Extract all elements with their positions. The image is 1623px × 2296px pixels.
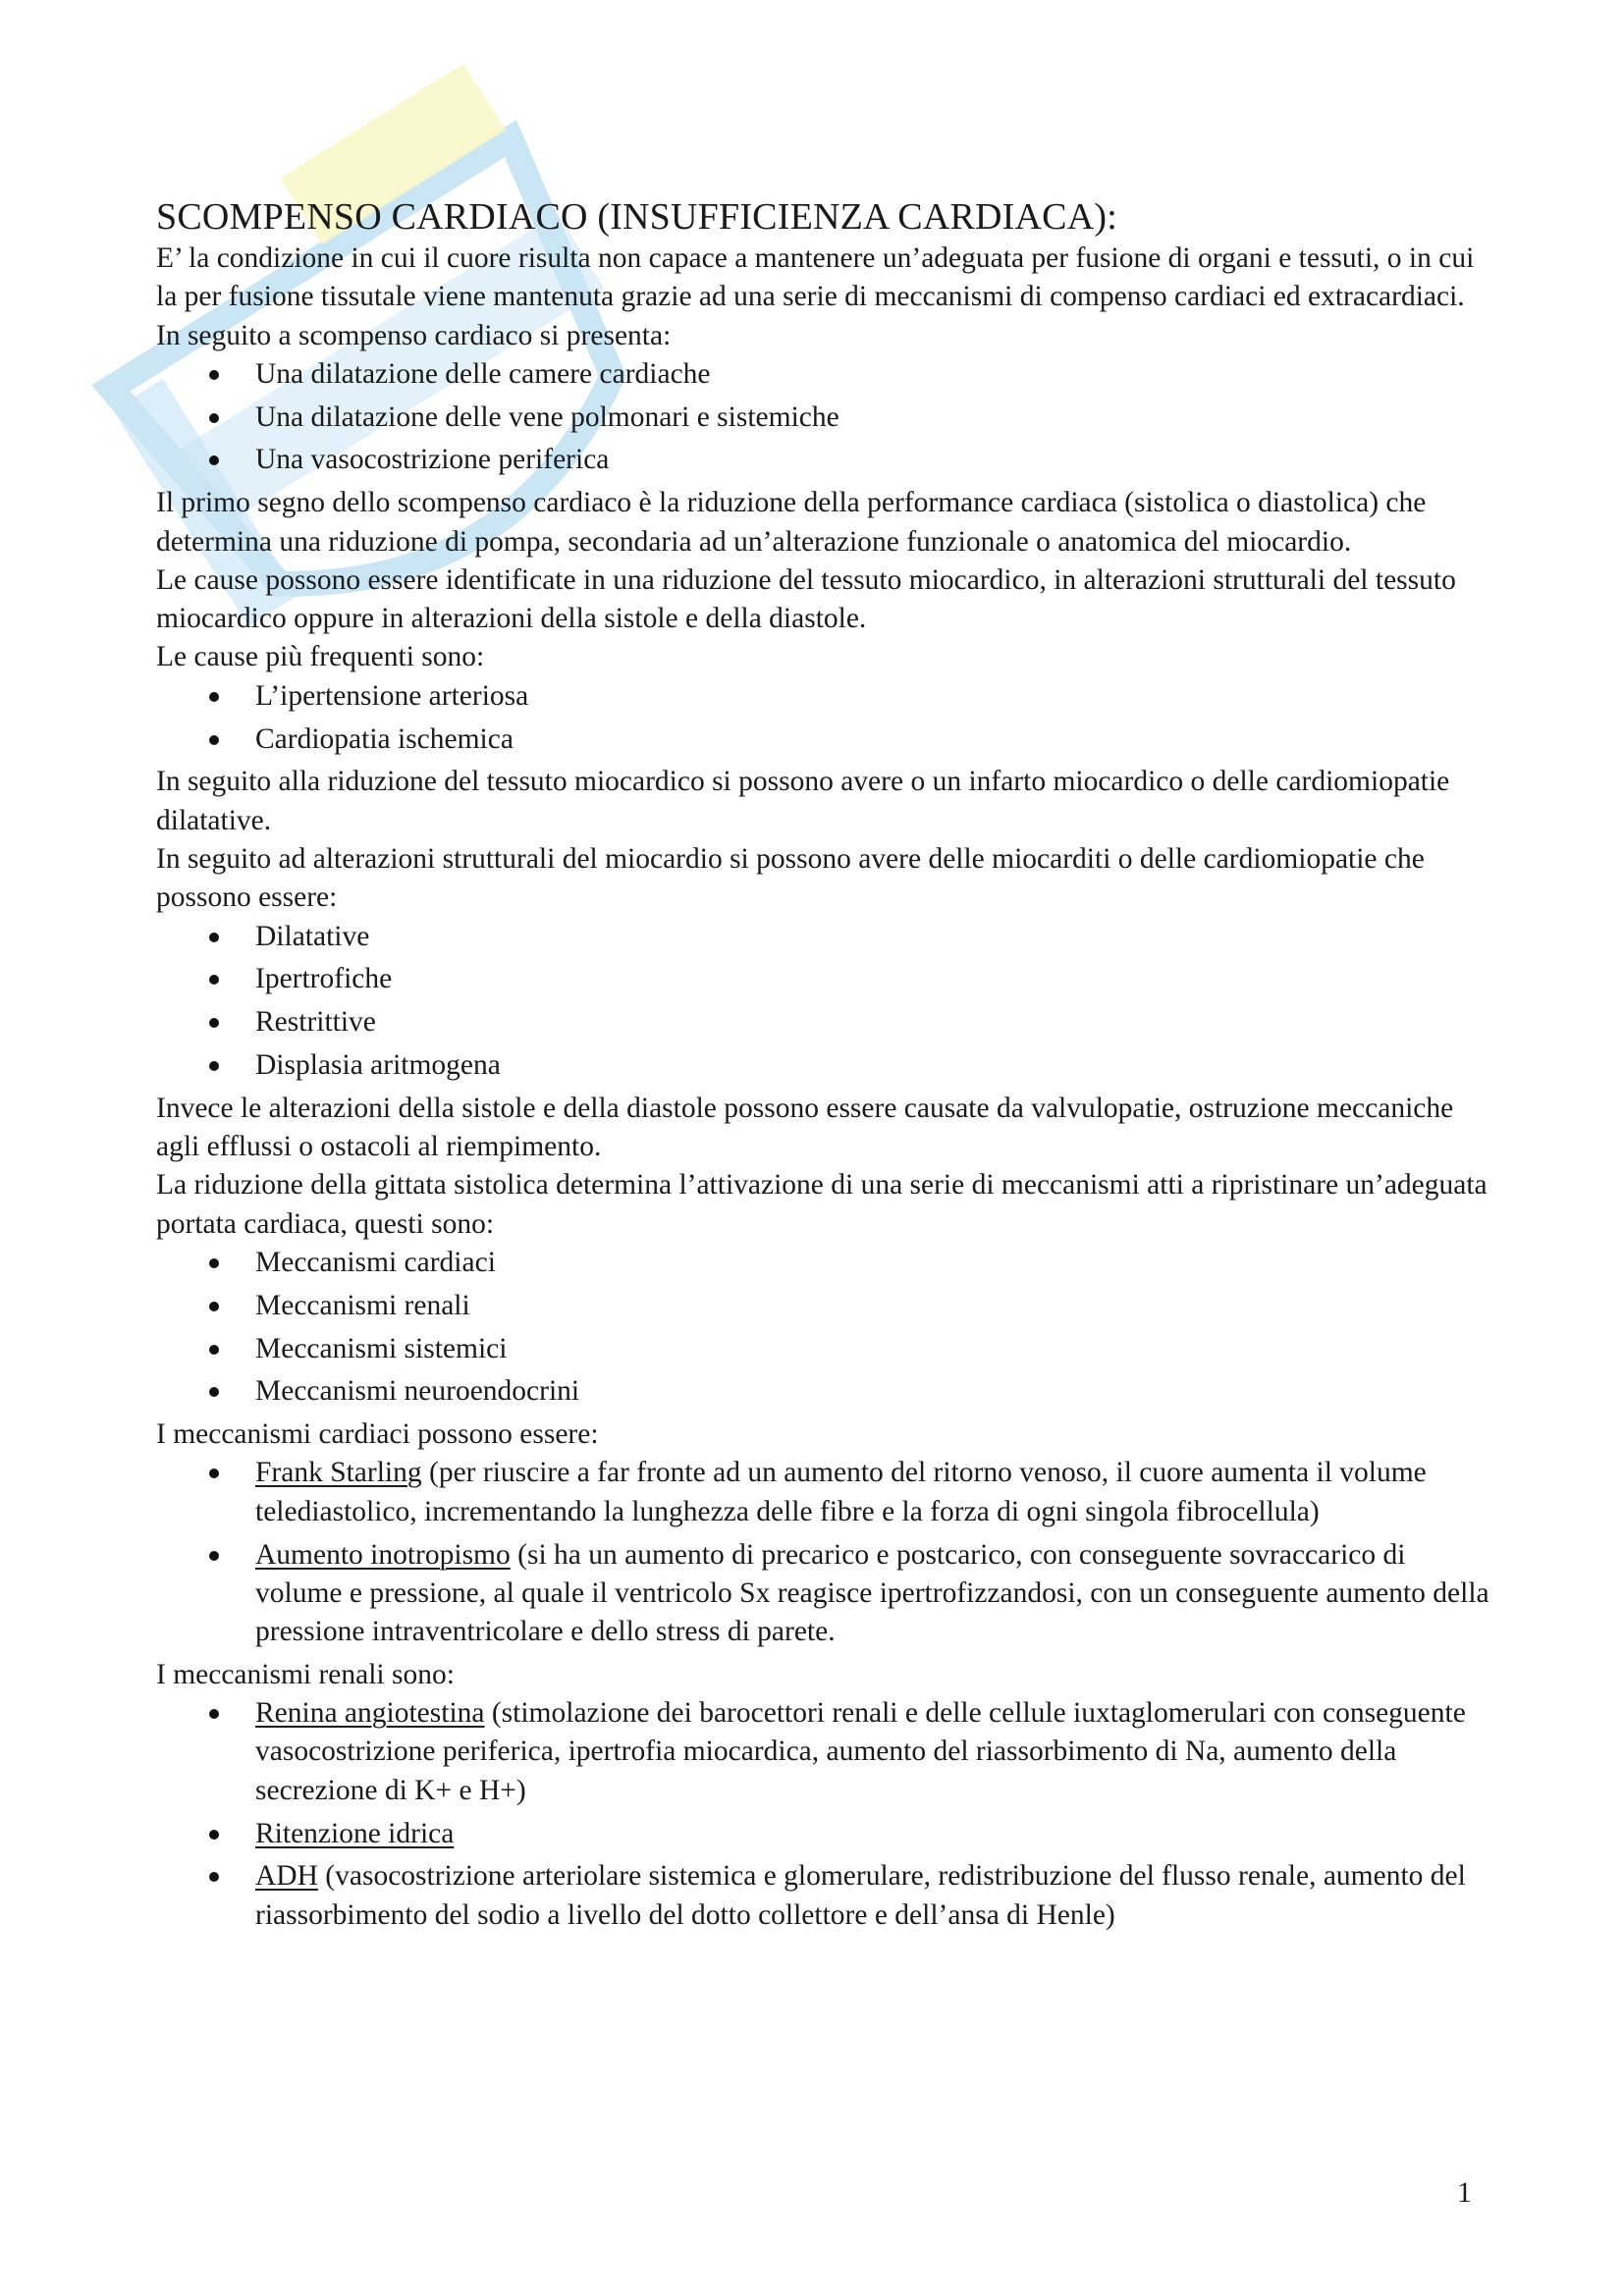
paragraph-structural-alterations: In seguito ad alterazioni strutturali del miocardio si possono avere delle miocarditi o delle cardiomiopatie che possono essere: [156, 842, 1425, 914]
document-page [156, 194, 1491, 1939]
bullet-icon [209, 735, 219, 745]
list-item: Aumento inotropismo (si ha un aumento di precarico e postcarico, con conseguente sovraccarico di volume e pressione, al quale il ventricolo Sx reagisce ipertrofizzandosi, con un conseguente aumento della pressione intraventricolare e dello stress di parete. [156, 1536, 1491, 1652]
term-renina-angiotestina: Renina angiotestina [255, 1697, 485, 1730]
term-aumento-inotropismo: Aumento inotropismo [255, 1538, 511, 1571]
list-item [156, 1815, 1491, 1853]
list-cardiac-mechanisms [156, 1454, 1491, 1651]
bullet-icon [209, 933, 219, 942]
bullet-icon [209, 1551, 219, 1561]
list-item: Displasia aritmogena [156, 1046, 1491, 1085]
list-renal-mechanisms [156, 1694, 1491, 1935]
list-item: L’ipertensione arteriosa [156, 677, 1491, 716]
bullet-icon [209, 975, 219, 985]
paragraph-frequent-causes-intro: Le cause più frequenti sono: [156, 641, 485, 673]
list-item: Una dilatazione delle vene polmonari e sistemiche [156, 399, 1491, 437]
list-item: Meccanismi renali [156, 1287, 1491, 1325]
list-presentation [156, 355, 1491, 480]
bullet-icon [209, 1061, 219, 1071]
bullet-icon [209, 1709, 219, 1719]
bullet-icon [209, 1345, 219, 1355]
paragraph-renal-mechanisms-intro: I meccanismi renali sono: [156, 1658, 455, 1690]
paragraph-definition: E’ la condizione in cui il cuore risulta non capace a mantenere un’adeguata per fusione di organi e tessuti, o in cui la per fusione tissutale viene mantenuta grazie ad una serie di meccanismi di compenso cardiaci ed extracardiaci. [156, 242, 1475, 313]
bullet-icon [209, 370, 219, 380]
list-item: Restrittive [156, 1003, 1491, 1041]
bullet-icon [209, 1468, 219, 1478]
list-frequent-causes [156, 677, 1491, 759]
paragraph-cardiac-mechanisms-intro: I meccanismi cardiaci possono essere: [156, 1418, 599, 1451]
list-item: ADH (vasocostrizione arteriolare sistemica e glomerulare, redistribuzione del flusso renale, aumento del riassorbimento del sodio a livello del dotto collettore e dell’ansa di Henle) [156, 1857, 1491, 1935]
bullet-icon [209, 1302, 219, 1311]
paragraph-causes: Le cause possono essere identificate in una riduzione del tessuto miocardico, in alterazioni strutturali del tessuto miocardico oppure in alterazioni della sistole e della diastole. [156, 563, 1456, 635]
list-mechanisms [156, 1244, 1491, 1412]
list-item: Meccanismi cardiaci [156, 1244, 1491, 1282]
bullet-icon [209, 692, 219, 702]
list-item: Meccanismi neuroendocrini [156, 1372, 1491, 1411]
list-item: Una dilatazione delle camere cardiache [156, 355, 1491, 394]
list-item: Frank Starling (per riuscire a far fronte ad un aumento del ritorno venoso, il cuore aumenta il volume telediastolico, incrementando la lunghezza delle fibre e la forza di ogni singola fibrocellula) [156, 1454, 1491, 1531]
list-item: Renina angiotestina (stimolazione dei barocettori renali e delle cellule iuxtaglomerulari con conseguente vasocostrizione periferica, ipertrofia miocardica, aumento del riassorbimento di Na, aumento della secrezione di K+ e H+) [156, 1694, 1491, 1810]
paragraph-presentation-intro: In seguito a scompenso cardiaco si presenta: [156, 319, 672, 351]
list-item: Una vasocostrizione periferica [156, 441, 1491, 479]
term-ritenzione-idrica: Ritenzione idrica [255, 1817, 455, 1849]
bullet-icon [209, 1258, 219, 1268]
bullet-icon [209, 1830, 219, 1840]
list-cardiomyopathies [156, 918, 1491, 1086]
bullet-icon [209, 1018, 219, 1028]
term-adh: ADH [255, 1860, 318, 1893]
paragraph-first-sign: Il primo segno dello scompenso cardiaco è la riduzione della performance cardiaca (sistolica o diastolica) che determina una riduzione di pompa, secondaria ad un’alterazione funzionale o anatomica del miocardio. [156, 487, 1427, 558]
paragraph-tissue-reduction: In seguito alla riduzione del tessuto miocardico si possono avere o un infarto miocardico o delle cardiomiopatie dilatative. [156, 766, 1450, 836]
bullet-icon [209, 1872, 219, 1882]
bullet-icon [209, 1387, 219, 1397]
list-item: Ipertrofiche [156, 960, 1491, 998]
page-number: 1 [1457, 2176, 1472, 2209]
bullet-icon [209, 455, 219, 465]
document-title: SCOMPENSO CARDIACO (INSUFFICIENZA CARDIACA): [156, 196, 1117, 238]
term-frank-starling: Frank Starling [255, 1457, 422, 1489]
list-item: Dilatative [156, 918, 1491, 956]
list-item: Meccanismi sistemici [156, 1330, 1491, 1368]
bullet-icon [209, 413, 219, 423]
paragraph-compensation-intro: La riduzione della gittata sistolica determina l’attivazione di una serie di meccanismi atti a ripristinare un’adeguata portata cardiaca, questi sono: [156, 1169, 1488, 1240]
paragraph-systole-diastole: Invece le alterazioni della sistole e della diastole possono essere causate da valvulopatie, ostruzione meccaniche agli efflussi o ostacoli al riempimento. [156, 1092, 1454, 1163]
list-item: Cardiopatia ischemica [156, 721, 1491, 759]
